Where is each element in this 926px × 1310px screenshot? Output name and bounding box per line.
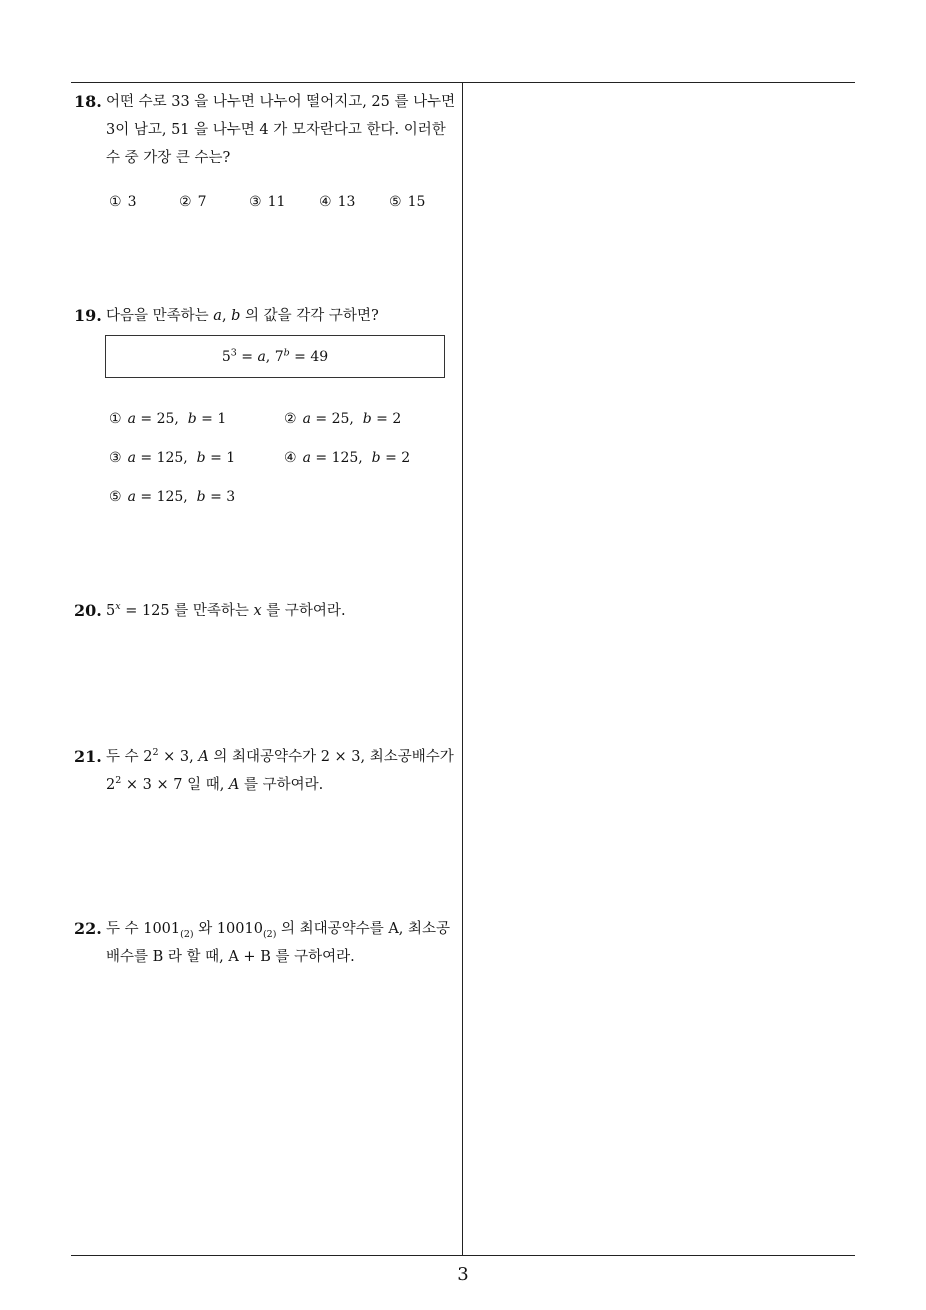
question-text: [106, 88, 458, 172]
question-line: 배수를 B 라 할 때, A + B 를 구하여라.: [106, 949, 355, 965]
choice-text: 11: [267, 194, 286, 210]
choice-1[interactable]: ① a = 25, b = 1: [109, 411, 227, 427]
choice-5[interactable]: ⑤ a = 125, b = 3: [109, 489, 236, 505]
choice-mark: ②: [179, 194, 192, 210]
condition-box: [105, 335, 445, 378]
choice-2[interactable]: [179, 194, 206, 210]
choice-3[interactable]: [249, 194, 285, 210]
page-number: 3: [457, 1264, 469, 1285]
choice-mark: ⑤: [389, 194, 402, 210]
question-number: 19.: [74, 306, 102, 325]
bottom-rule: [71, 1255, 855, 1256]
choice-mark: ③: [249, 194, 262, 210]
choice-4[interactable]: [319, 194, 355, 210]
question-text: [106, 597, 458, 625]
question-line: 3이 남고, 51 을 나누면 4 가 모자란다고 한다. 이러한: [106, 122, 446, 138]
question-20: [74, 597, 458, 625]
choice-2[interactable]: ② a = 25, b = 2: [284, 411, 402, 427]
choice-text: 13: [337, 194, 356, 210]
question-line: 어떤 수로 33 을 나누면 나누어 떨어지고, 25 를 나누면: [106, 94, 456, 110]
column-divider: [462, 82, 463, 1256]
condition-equation: $5^3 = a$, $7^b = 49$: [221, 346, 329, 365]
question-text: [106, 915, 458, 971]
question-19: [74, 302, 458, 330]
question-line: 두 수 $2^2 \times 3$, A 의 최대공약수가 2 × 3, 최소공배수가: [106, 747, 454, 765]
question-text: [106, 743, 458, 799]
question-number: 18.: [74, 92, 102, 111]
choice-text: 7: [197, 194, 207, 210]
question-21: [74, 743, 458, 799]
question-line: 두 수 $1001_{(2)}$ 와 $10010_{(2)}$ 의 최대공약수를 A, 최소공: [106, 921, 451, 940]
choice-mark: ④: [319, 194, 332, 210]
question-line: $5^x = 125$ 를 만족하는 x 를 구하여라.: [106, 601, 346, 619]
question-22: [74, 915, 458, 971]
choice-1[interactable]: [109, 194, 136, 210]
choice-5[interactable]: [389, 194, 425, 210]
question-line: 다음을 만족하는 a, b 의 값을 각각 구하면?: [106, 308, 379, 324]
question-number: 21.: [74, 747, 102, 766]
question-18: [74, 88, 458, 172]
choice-text: 15: [407, 194, 426, 210]
choice-text: 3: [127, 194, 137, 210]
question-text: [106, 302, 458, 330]
question-number: 22.: [74, 919, 102, 938]
question-line: $2^2 \times 3 \times 7$ 일 때, A 를 구하여라.: [106, 775, 324, 793]
question-line: 수 중 가장 큰 수는?: [106, 150, 231, 166]
choice-3[interactable]: ③ a = 125, b = 1: [109, 450, 236, 466]
choice-mark: ①: [109, 194, 122, 210]
question-number: 20.: [74, 601, 102, 620]
top-rule: [71, 82, 855, 83]
choice-4[interactable]: ④ a = 125, b = 2: [284, 450, 411, 466]
